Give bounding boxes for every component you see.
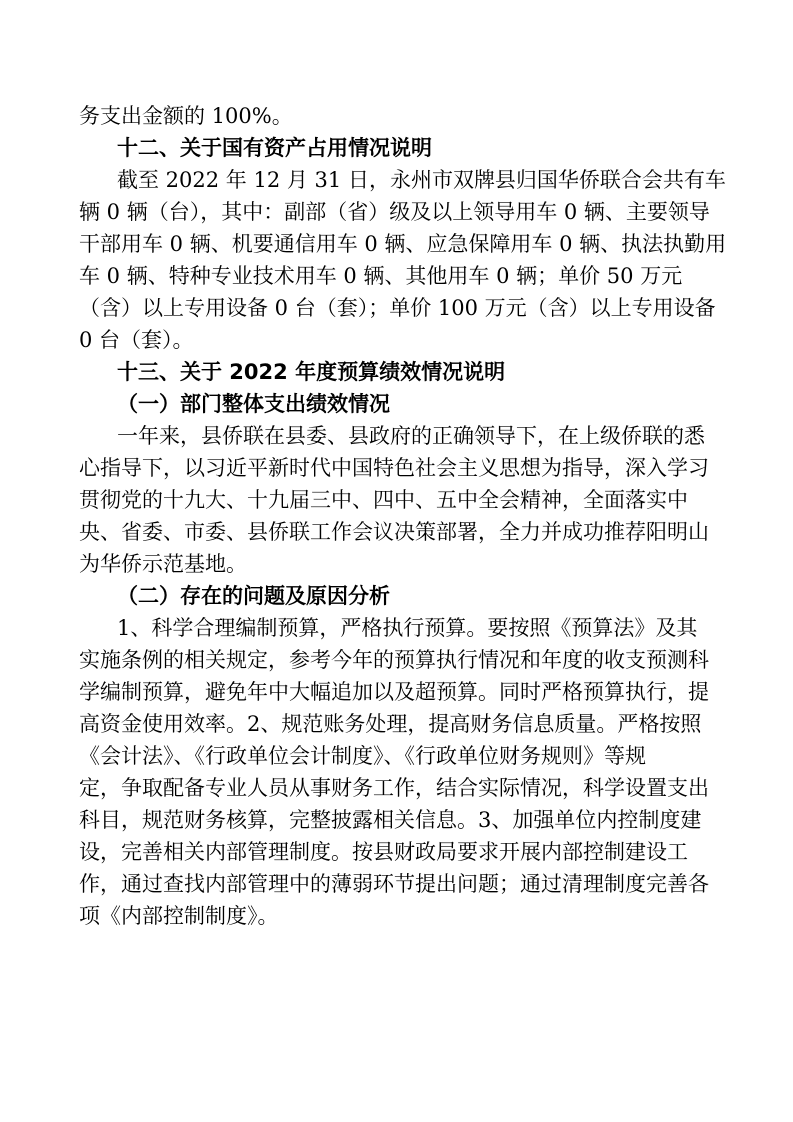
paragraph-line: 车 0 辆、特种专业技术用车 0 辆、其他用车 0 辆；单价 50 万元	[79, 264, 683, 288]
subsection-heading: （二）存在的问题及原因分析	[117, 584, 390, 608]
paragraph-line: 0 台（套）。	[79, 328, 194, 352]
paragraph-line: 干部用车 0 辆、机要通信用车 0 辆、应急保障用车 0 辆、执法执勤用	[79, 232, 727, 256]
paragraph-line: 1、科学合理编制预算，严格执行预算。要按照《预算法》及其	[117, 616, 698, 640]
paragraph-line: 贯彻党的十九大、十九届三中、四中、五中全会精神，全面落实中	[79, 488, 688, 512]
subsection-heading: （一）部门整体支出绩效情况	[117, 392, 390, 416]
paragraph-line: 为华侨示范基地。	[79, 552, 247, 576]
paragraph-line: 实施条例的相关规定，参考今年的预算执行情况和年度的收支预测科	[79, 648, 709, 672]
paragraph-line: 设，完善相关内部管理制度。按县财政局要求开展内部控制建设工	[79, 840, 688, 864]
paragraph-line: 辆 0 辆（台），其中：副部（省）级及以上领导用车 0 辆、主要领导	[79, 200, 710, 224]
paragraph-line: 截至 2022 年 12 月 31 日，永州市双牌县归国华侨联合会共有车	[117, 168, 726, 192]
paragraph-line: （含）以上专用设备 0 台（套）；单价 100 万元（含）以上专用设备	[79, 296, 716, 320]
paragraph-line: 务支出金额的 100%。	[79, 104, 293, 128]
section-heading: 十二、关于国有资产占用情况说明	[117, 136, 432, 160]
paragraph-line: 高资金使用效率。2、规范账务处理，提高财务信息质量。严格按照	[79, 712, 702, 736]
paragraph-line: 学编制预算，避免年中大幅追加以及超预算。同时严格预算执行，提	[79, 680, 709, 704]
paragraph-line: 央、省委、市委、县侨联工作会议决策部署，全力并成功推荐阳明山	[79, 520, 709, 544]
paragraph-line: 一年来，县侨联在县委、县政府的正确领导下，在上级侨联的悉	[117, 424, 705, 448]
paragraph-line: 心指导下，以习近平新时代中国特色社会主义思想为指导，深入学习	[79, 456, 709, 480]
paragraph-line: 作，通过查找内部管理中的薄弱环节提出问题；通过清理制度完善各	[79, 872, 709, 896]
paragraph-line: 定，争取配备专业人员从事财务工作，结合实际情况，科学设置支出	[79, 776, 709, 800]
paragraph-line: 科目，规范财务核算，完整披露相关信息。3、加强单位内控制度建	[79, 808, 702, 832]
paragraph-line: 《会计法》、《行政单位会计制度》、《行政单位财务规则》等规	[79, 744, 646, 768]
paragraph-line: 项《内部控制制度》。	[79, 904, 279, 928]
section-heading: 十三、关于 2022 年度预算绩效情况说明	[117, 360, 506, 384]
